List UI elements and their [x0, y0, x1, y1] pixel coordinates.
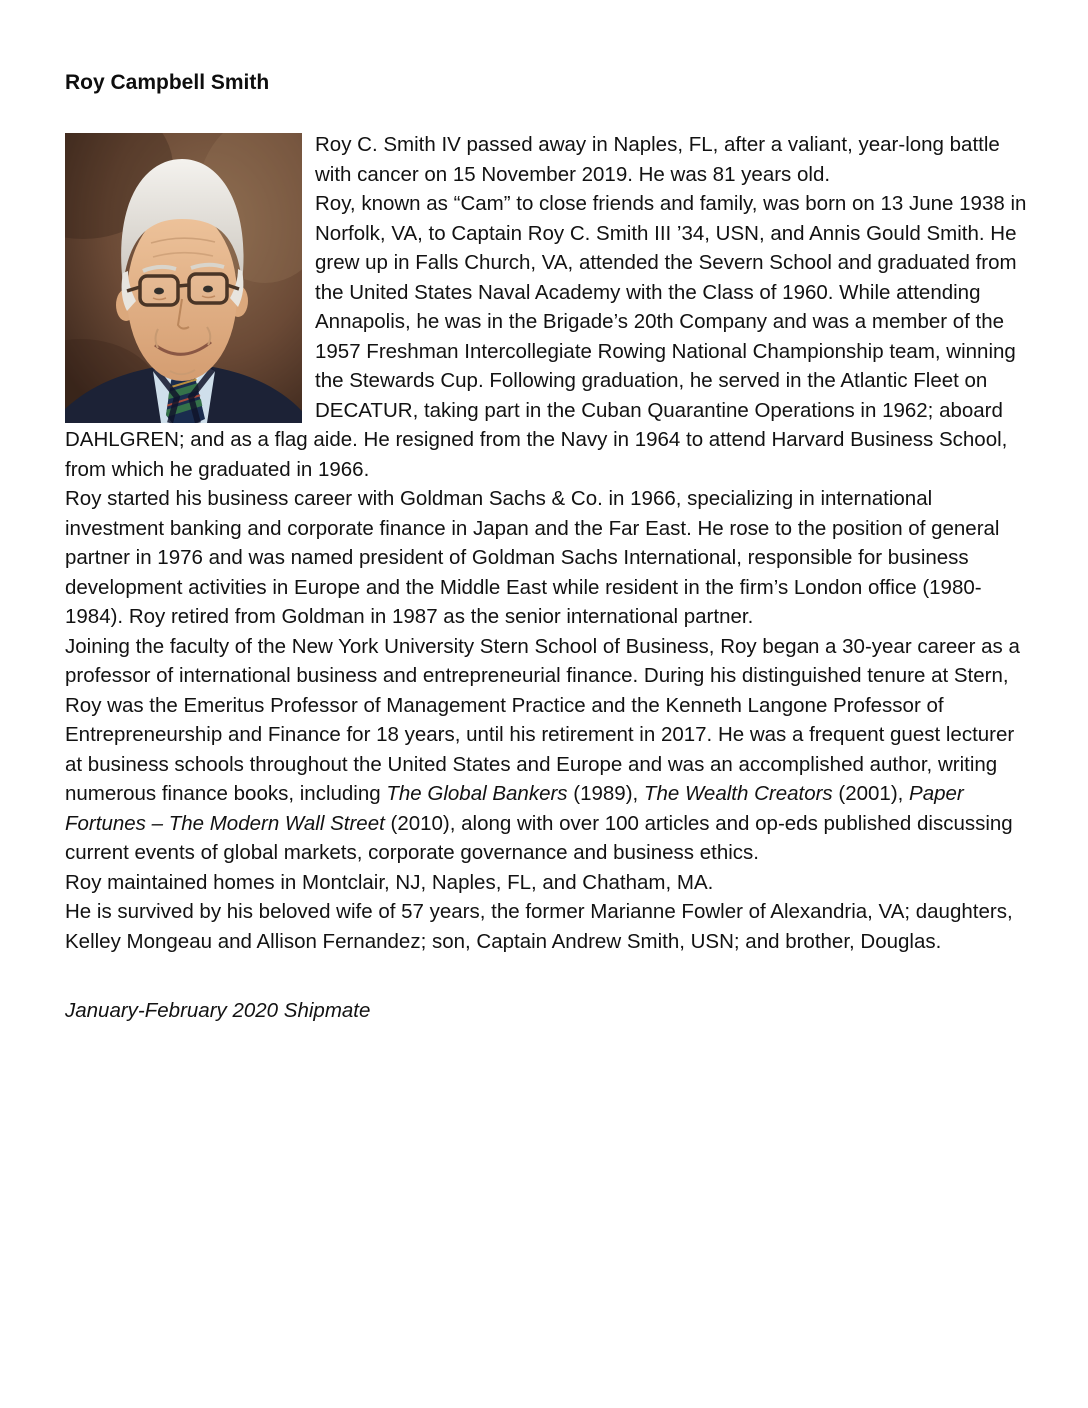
portrait-photo	[65, 133, 302, 423]
books-closing-text: (2010), along with over 100 articles and op-eds published discussing current events of global markets, corporate governance and business ethics.	[65, 811, 1013, 864]
book-year-1989: (1989),	[567, 782, 644, 805]
paragraph-survivors: He is survived by his beloved wife of 57 years, the former Marianne Fowler of Alexandria, VA; daughters, Kelley Mongeau and Allison Fernandez; son, Captain Andrew Smith, USN; and brother, Douglas.	[65, 900, 1013, 953]
book-year-2001: (2001),	[832, 782, 910, 805]
book-title-paper-fortunes: Paper Fortunes – The Modern Wall Street	[65, 782, 964, 835]
nyu-career-text: Joining the faculty of the New York University Stern School of Business, Roy began a 30-year career as a professor of international business and entrepreneurial finance. During his distinguished tenure at Stern, Roy was the Emeritus Professor of Management Practice and the Kenneth Langone Professor of Entrepreneurship and Finance for 18 years, until his retirement in 2017. He was a frequent guest lecturer at business schools throughout the United States and Europe and was an accomplished author, writing numerous finance books, including	[65, 634, 1020, 805]
paragraph-death-notice: Roy C. Smith IV passed away in Naples, FL, after a valiant, year-long battle with cancer on 15 November 2019. He was 81 years old.	[315, 133, 1000, 186]
book-title-the-wealth-creators: The Wealth Creators	[643, 782, 833, 805]
portrait-photo-illustration	[65, 133, 302, 423]
document-content	[65, 70, 1027, 1026]
page-title: Roy Campbell Smith	[65, 71, 270, 94]
paragraph-early-life-navy: Roy, known as “Cam” to close friends and family, was born on 13 June 1938 in Norfolk, VA, to Captain Roy C. Smith III ’34, USN, and Annis Gould Smith. He grew up in Falls Church, VA, attended the Severn School and graduated from the United States Naval Academy with the Class of 1960. While attending Annapolis, he was in the Brigade’s 20th Company and was a member of the 1957 Freshman Intercollegiate Rowing National Championship team, winning the Stewards Cup. Following graduation, he served in the Atlantic Fleet on DECATUR, taking part in the Cuban Quarantine Operations in 1962; aboard DAHLGREN; and as a flag aide. He resigned from the Navy in 1964 to attend Harvard Business School, from which he graduated in 1966.	[65, 192, 1027, 481]
paragraph-nyu-career-books	[65, 632, 1027, 868]
obituary-body	[65, 130, 1027, 1026]
paragraph-goldman-career: Roy started his business career with Goldman Sachs & Co. in 1966, specializing in international investment banking and corporate finance in Japan and the Far East. He rose to the position of general partner in 1976 and was named president of Goldman Sachs International, responsible for business development activities in Europe and the Middle East while resident in the firm’s London office (1980-1984). Roy retired from Goldman in 1987 as the senior international partner.	[65, 487, 1000, 628]
publication-citation: January-February 2020 Shipmate	[65, 999, 371, 1022]
paragraph-homes: Roy maintained homes in Montclair, NJ, Naples, FL, and Chatham, MA.	[65, 870, 714, 894]
book-title-the-global-bankers: The Global Bankers	[386, 782, 568, 805]
